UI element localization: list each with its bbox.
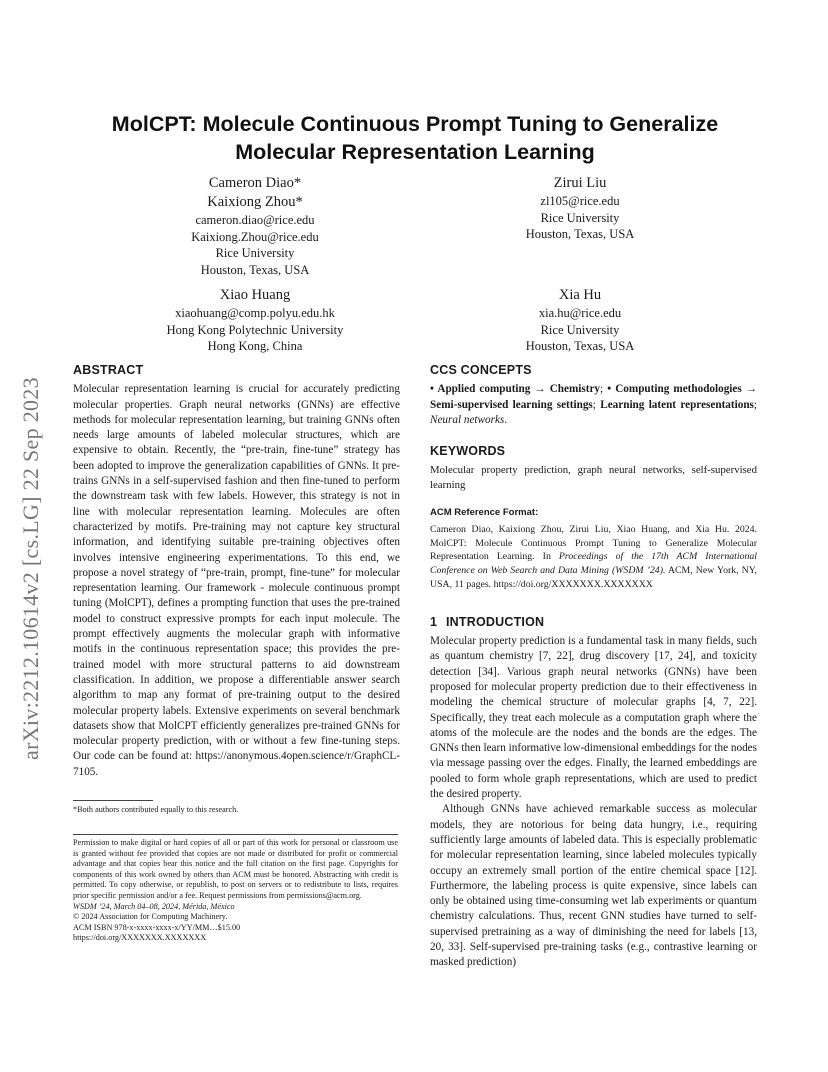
- ccs-separator: ;: [600, 383, 608, 396]
- acm-ref-proceedings: Proceedings of the 17th ACM International Conference on Web Search and Data Mining (WSDM ’24).: [430, 551, 757, 577]
- section-title: INTRODUCTION: [446, 614, 545, 629]
- doi-line: https://doi.org/XXXXXXX.XXXXXXX: [73, 933, 207, 943]
- venue-line: WSDM ’24, March 04–08, 2024, Mérida, México: [73, 901, 235, 911]
- ccs-heading: CCS CONCEPTS: [430, 363, 532, 377]
- ccs-concept-3: Learning latent representations: [600, 398, 754, 411]
- isbn-line: ACM ISBN 978-x-xxxx-xxxx-x/YY/MM…$15.00: [73, 922, 241, 932]
- arxiv-identifier: arXiv:2212.10614v2 [cs.LG] 22 Sep 2023: [18, 377, 43, 760]
- abstract-text: Molecular representation learning is crucial for accurately predicting molecular properties. Graph neural networks (GNNs) are effective methods for molecular representation learning, but training GNNs often needs large amounts of labeled molecular structures, which are expensive to obtain. Recently, the “pre-train, fine-tune” strategy has been adopted to improve the generalization capabilities of GNNs. It pre-trains GNNs in a self-supervised fashion and then fine-tuned to perform the downstream task with few labels. However, this strategy is not in line with molecular representation learning. Molecules are often characterized by motifs. Pre-training may not capture key structural information, and identifying suitable pre-training objectives often involves intensive engineering experimentations. To this end, we propose a novel strategy of “pre-train, prompt, fine-tune” for molecular representation learning. Our framework - molecule continuous prompt tuning (MolCPT), defines a prompting function that uses the pre-trained model to construct expressive prompts for each input molecule. The prompt effectively augments the molecular graph with informative motifs in the continuous representation space; this provides the pre-trained model with more structural patterns to aid downstream classification. In addition, we propose a differentiable answer search algorithm to map any format of pre-training output to the desired molecular property labels. Extensive experiments on several benchmark datasets show that MolCPT efficiently generalizes pre-trained GNNs for molecular property prediction, with or without a few fine-tuning steps. Our code can be found at: https://anonymous.4open.science/r/GraphCL-7105.: [73, 383, 400, 778]
- paper-title: [70, 110, 760, 166]
- ccs-text: [430, 382, 757, 428]
- acm-ref-part-1: Cameron Diao, Kaixiong Zhou, Zirui Liu, Xiao Huang, and Xia Hu. 2024. MolCPT: Molecule Continuous Prompt Tuning to Generalize Molecular Representation Learning. In: [430, 523, 757, 563]
- author-email: Kaixiong.Zhou@rice.edu: [191, 229, 319, 244]
- title-line-2: Molecular Representation Learning: [235, 140, 595, 164]
- author-email: xia.hu@rice.edu: [538, 306, 622, 320]
- ccs-concept-4: Neural networks: [430, 413, 505, 426]
- title-line-1: MolCPT: Molecule Continuous Prompt Tuning to Generalize: [111, 112, 719, 136]
- footnote-rule: [73, 800, 153, 801]
- author-block-4: [475, 286, 685, 355]
- author-location: Hong Kong, China: [207, 339, 303, 353]
- keywords-heading: KEYWORDS: [430, 444, 506, 459]
- author-name: Xia Hu: [558, 287, 602, 303]
- author-affiliation: Hong Kong Polytechnic University: [166, 322, 344, 337]
- author-name: Kaixiong Zhou*: [207, 194, 303, 210]
- acm-ref-text: [430, 523, 757, 592]
- author-affiliation: Rice University: [215, 246, 295, 260]
- author-name: Zirui Liu: [553, 175, 607, 191]
- author-affiliation: Rice University: [540, 210, 620, 225]
- abstract-heading: ABSTRACT: [73, 363, 144, 377]
- author-location: Houston, Texas, USA: [525, 227, 635, 241]
- author-name: Cameron Diao*: [208, 175, 302, 191]
- keywords-text: Molecular property prediction, graph neural networks, self-supervised learning: [430, 464, 757, 492]
- author-email: zl105@rice.edu: [540, 194, 620, 208]
- acm-ref-part-3: ACM, New York, NY, USA, 11 pages. https://doi.org/XXXXXXX.XXXXXXX: [430, 565, 758, 590]
- author-location: Houston, Texas, USA: [525, 339, 635, 353]
- intro-paragraph-1: Molecular property prediction is a fundamental task in many fields, such as quantum chemistry [7, 22], drug discovery [17, 24], and toxicity detection [34]. Various graph neural networks (GNNs) have been proposed for molecular property prediction due to their effectiveness in modeling the chemical structure of molecular graphs [4, 7, 22]. Specifically, they treat each molecule as a computation graph where the atoms of the molecule are the nodes and the bonds are the edges. The GNNs then learn informative low-dimensional embeddings for the nodes via message passing over the edges. Finally, the learned embeddings are pooled to form whole graph representations, which are used to predict the desired property.: [430, 635, 757, 801]
- intro-paragraph-2: Although GNNs have achieved remarkable success as molecular models, they are notorious for being data hungry, i.e., requiring sufficiently large amounts of labeled data. This is especially problematic for molecular representation learning, since labeled molecules typically occupy an extremely small portion of the entire chemical space [12]. Furthermore, the labeling process is quite expensive, since labels can only be obtained using time-consuming wet lab experiments or quantum chemistry calculations. Thus, recent GNN studies have turned to self-supervised pretraining as a way of diminishing the need for labels [13, 20, 33]. Self-supervised pre-training tasks (e.g., contrastive learning or masked prediction): [430, 803, 757, 969]
- abstract-section: [73, 363, 400, 780]
- author-block-1: [150, 174, 360, 278]
- author-block-2: [475, 174, 685, 243]
- ccs-concept-1: • Applied computing → Chemistry: [430, 383, 601, 396]
- author-email: xiaohuang@comp.polyu.edu.hk: [175, 306, 335, 320]
- author-block-3: [130, 286, 380, 355]
- permission-text: Permission to make digital or hard copies of all or part of this work for personal or classroom use is granted without fee provided that copies are not made or distributed for profit or commercial advantage and that copies bear this notice and the full citation on the first page. Copyrights for components of this work owned by others than ACM must be honored. Abstracting with credit is permitted. To copy otherwise, or republish, to post on servers or to redistribute to lists, requires prior specific permission and/or a fee. Request permissions from permissions@acm.org.: [73, 838, 398, 900]
- permission-rule: [73, 834, 398, 835]
- author-name: Xiao Huang: [219, 287, 291, 303]
- author-email: cameron.diao@rice.edu: [195, 213, 315, 227]
- ccs-separator: ;: [753, 398, 758, 411]
- ccs-period: .: [504, 413, 508, 426]
- permission-notice: [73, 838, 398, 944]
- equal-contribution-footnote: *Both authors contributed equally to this research.: [73, 805, 239, 814]
- intro-heading: [430, 615, 757, 630]
- copyright-line: © 2024 Association for Computing Machinery.: [73, 912, 228, 922]
- acm-ref-heading: ACM Reference Format:: [430, 507, 539, 519]
- ccs-concept-2: • Computing methodologies → Semi-supervised learning settings: [430, 383, 758, 411]
- author-affiliation: Rice University: [540, 322, 620, 337]
- ccs-separator: ;: [592, 398, 601, 411]
- section-number: 1: [430, 614, 438, 629]
- author-location: Houston, Texas, USA: [200, 262, 310, 277]
- right-column: [430, 363, 757, 971]
